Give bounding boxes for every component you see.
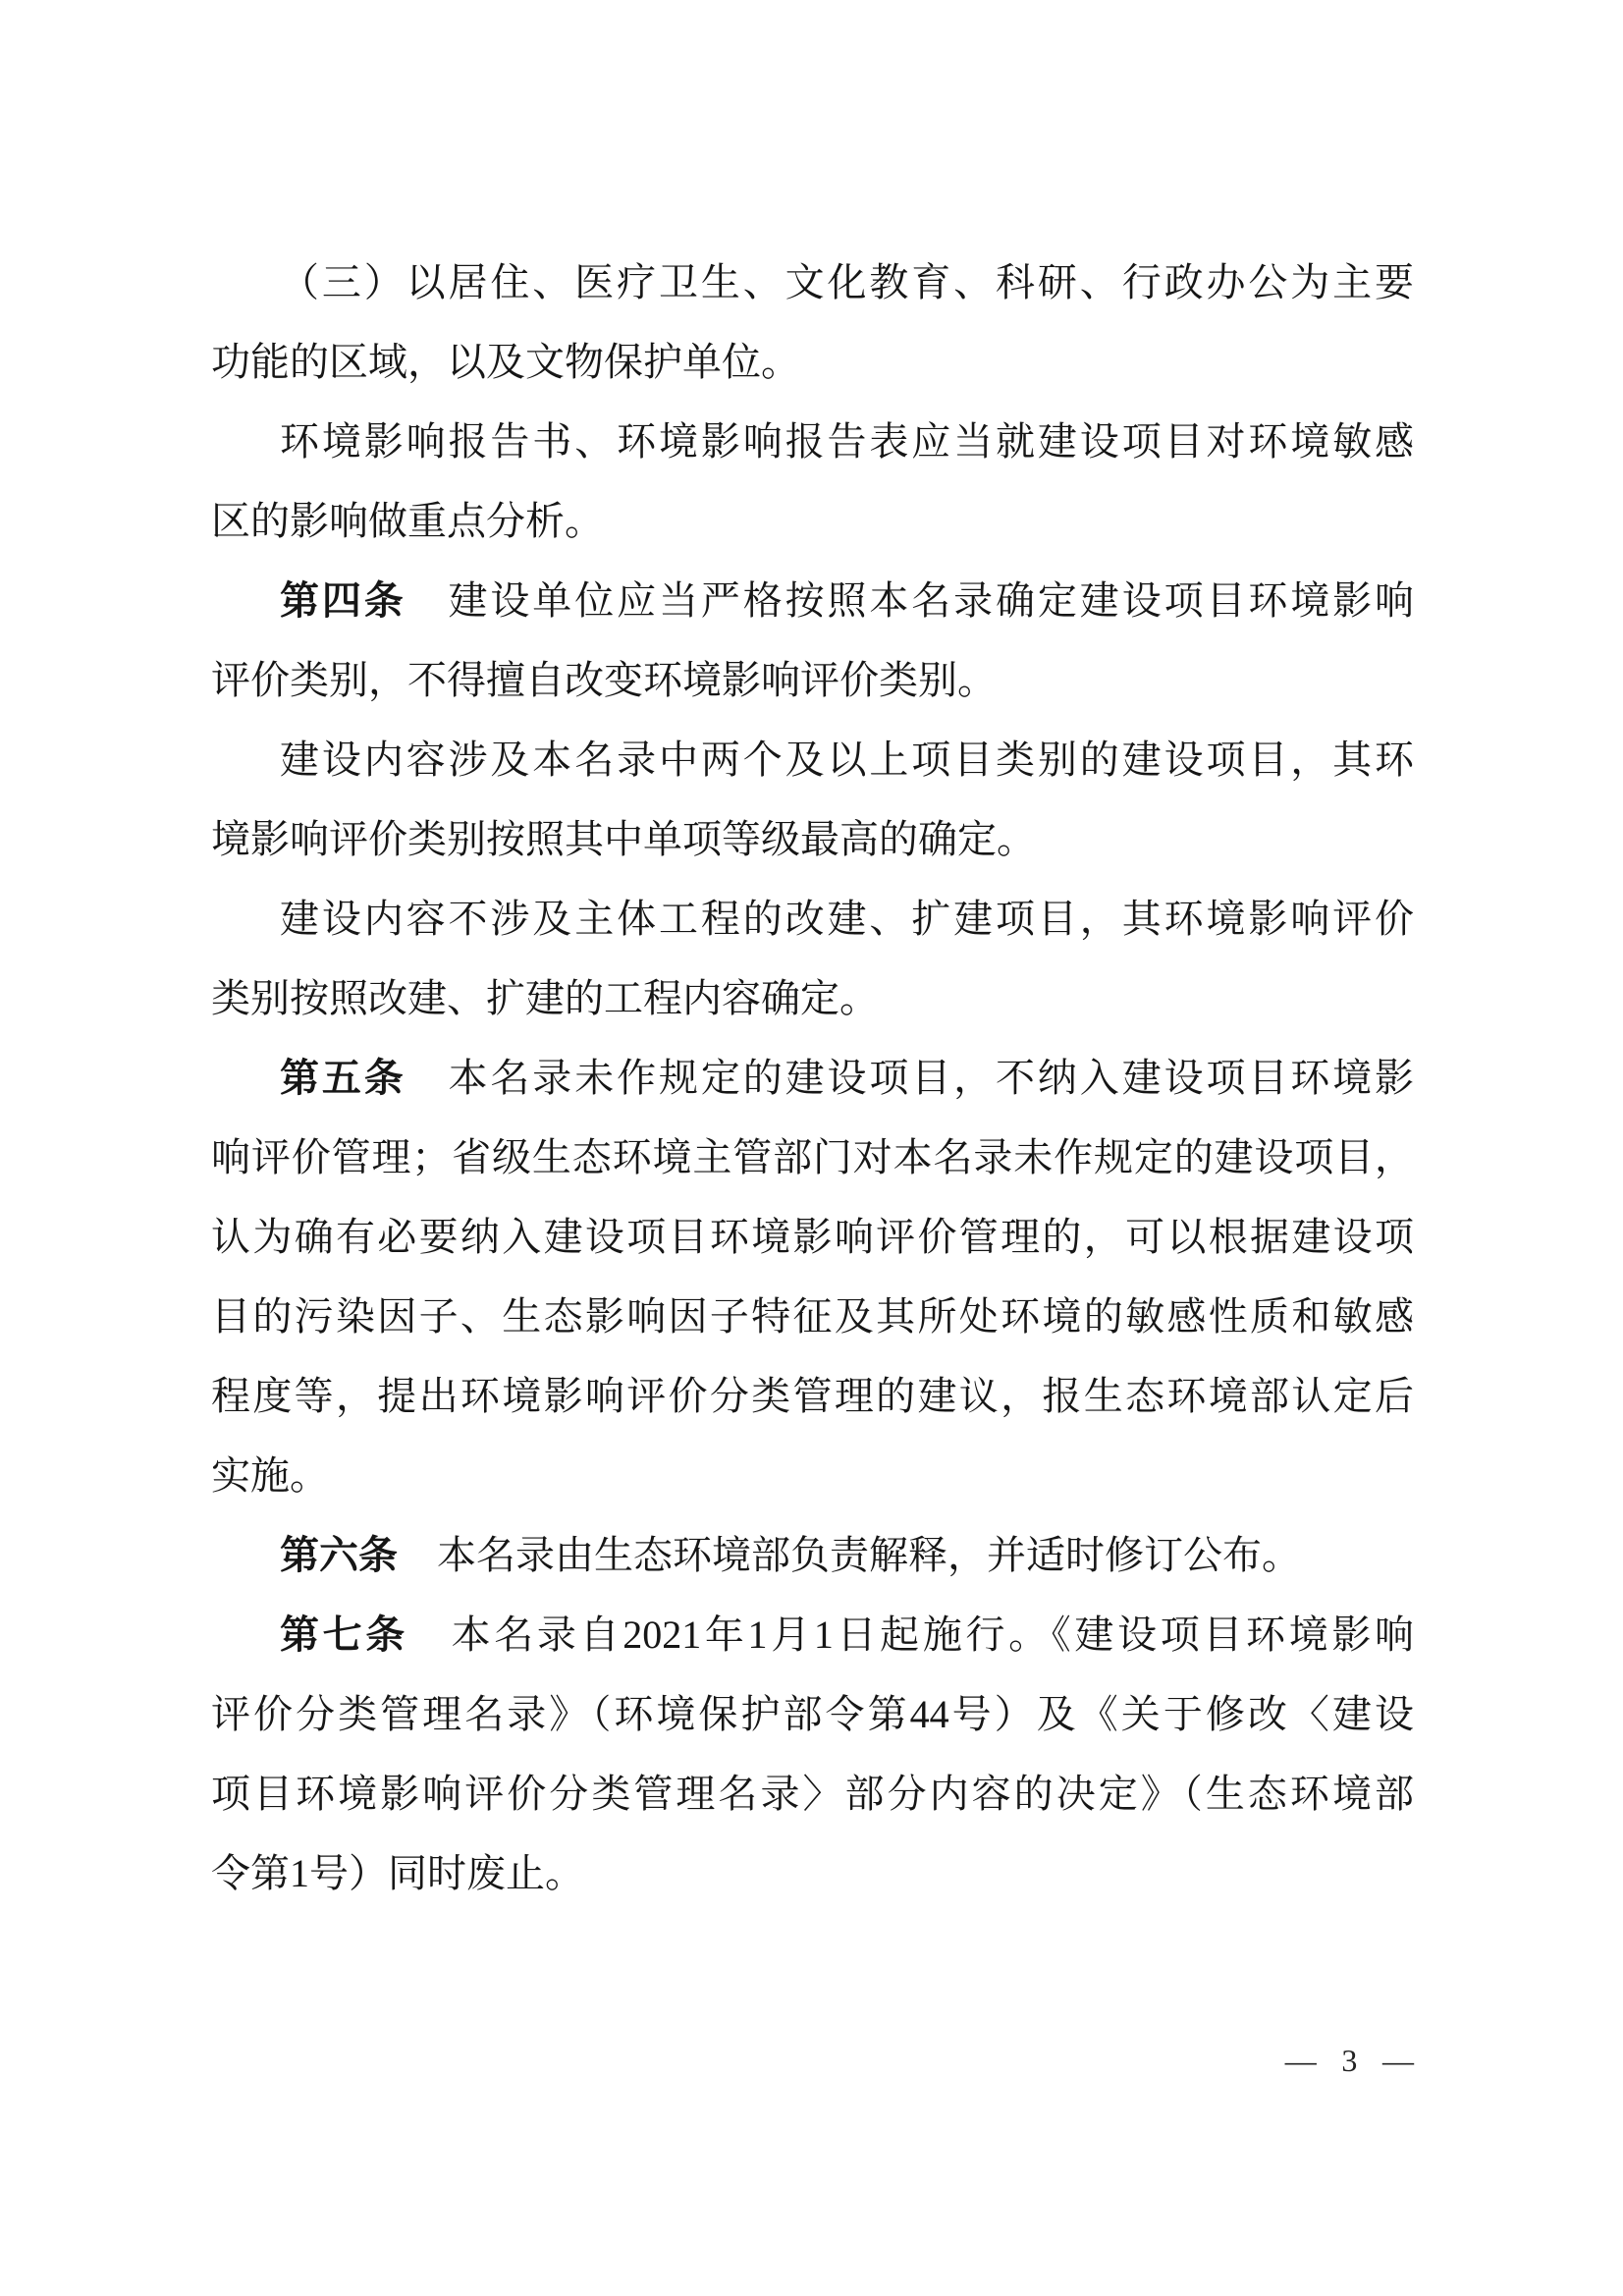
line-text: 本名录自2021年1月1日起施行。《建设项目环境影响 <box>407 1613 1415 1657</box>
line-text: 目的污染因子、生态影响因子特征及其所处环境的敏感性质和敏感 <box>211 1294 1414 1339</box>
line-text: 响评价管理；省级生态环境主管部门对本名录未作规定的建设项目， <box>211 1135 1414 1179</box>
text-line <box>211 322 1414 402</box>
article-number: 第七条 <box>280 1613 408 1657</box>
text-line <box>211 879 1414 958</box>
line-text: （三）以居住、医疗卫生、文化教育、科研、行政办公为主要 <box>280 260 1414 304</box>
text-line <box>211 1197 1414 1277</box>
text-line <box>211 1515 1414 1595</box>
line-text: 评价分类管理名录》（环境保护部令第44号）及《关于修改〈建设 <box>211 1692 1414 1736</box>
article-number: 第五条 <box>280 1056 406 1100</box>
line-text: 建设内容涉及本名录中两个及以上项目类别的建设项目，其环 <box>280 738 1414 782</box>
text-line <box>211 1356 1414 1436</box>
text-line <box>211 481 1414 561</box>
text-line <box>211 1674 1414 1754</box>
line-text: 项目环境影响评价分类管理名录〉部分内容的决定》（生态环境部 <box>211 1772 1414 1816</box>
line-text: 本名录未作规定的建设项目，不纳入建设项目环境影 <box>406 1056 1415 1100</box>
text-line <box>211 640 1414 720</box>
text-line <box>211 1754 1414 1833</box>
text-line <box>211 1038 1414 1118</box>
line-text: 实施。 <box>211 1453 329 1498</box>
line-text: 建设单位应当严格按照本名录确定建设项目环境影响 <box>406 578 1415 623</box>
text-line <box>211 1833 1414 1913</box>
line-text: 区的影响做重点分析。 <box>211 499 604 543</box>
line-text: 程度等，提出环境影响评价分类管理的建议，报生态环境部认定后 <box>211 1374 1414 1418</box>
line-text: 认为确有必要纳入建设项目环境影响评价管理的，可以根据建设项 <box>211 1215 1414 1259</box>
text-line <box>211 1277 1414 1356</box>
text-line <box>211 561 1414 640</box>
text-line <box>211 958 1414 1038</box>
text-line <box>211 720 1414 799</box>
text-line <box>211 1595 1414 1674</box>
line-text: 评价类别，不得擅自改变环境影响评价类别。 <box>211 658 997 702</box>
text-line <box>211 1436 1414 1515</box>
line-text: 本名录由生态环境部负责解释，并适时修订公布。 <box>398 1533 1301 1577</box>
text-line <box>211 402 1414 481</box>
article-number: 第四条 <box>280 578 406 623</box>
text-line <box>211 1118 1414 1197</box>
line-text: 功能的区域，以及文物保护单位。 <box>211 340 800 384</box>
line-text: 令第1号）同时废止。 <box>211 1851 584 1895</box>
text-line <box>211 799 1414 879</box>
line-text: 建设内容不涉及主体工程的改建、扩建项目，其环境影响评价 <box>280 897 1414 941</box>
text-block <box>211 243 1414 1913</box>
line-text: 境影响评价类别按照其中单项等级最高的确定。 <box>211 817 1036 861</box>
line-text: 类别按照改建、扩建的工程内容确定。 <box>211 976 879 1020</box>
article-number: 第六条 <box>280 1533 398 1577</box>
page-number: — 3 — <box>1284 2043 1414 2078</box>
text-line <box>211 243 1414 322</box>
line-text: 环境影响报告书、环境影响报告表应当就建设项目对环境敏感 <box>280 419 1414 464</box>
